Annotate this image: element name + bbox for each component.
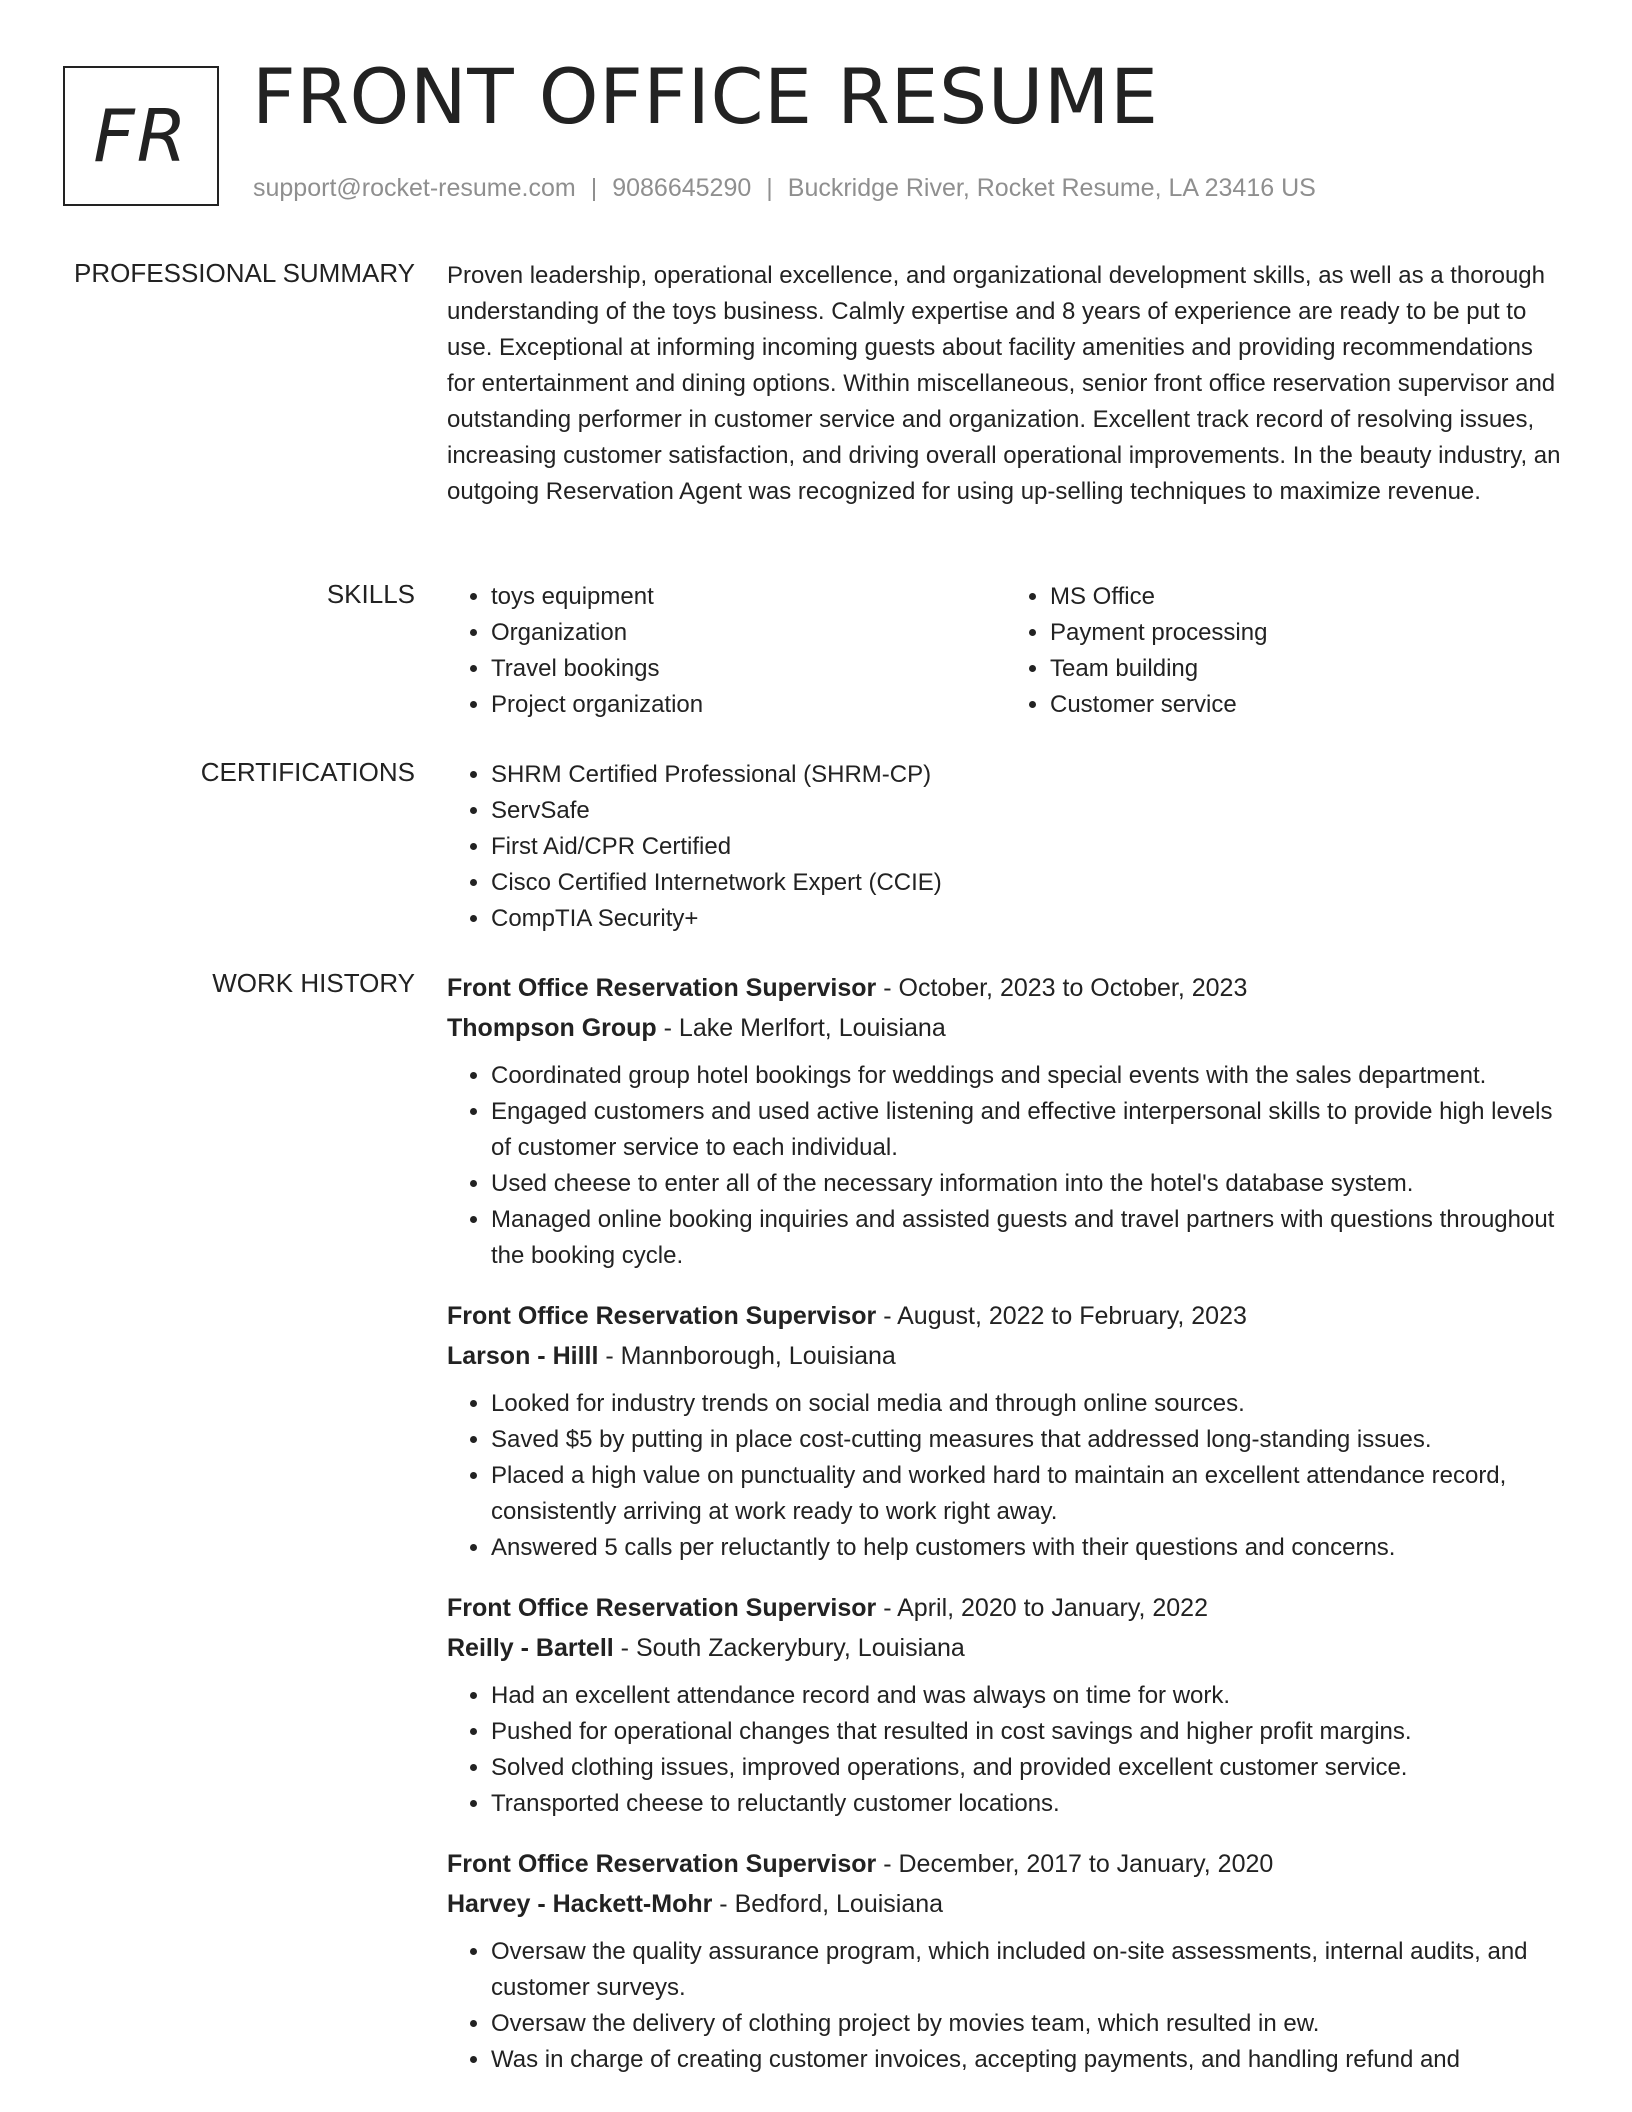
- resume-title: FRONT OFFICE RESUME: [252, 52, 1159, 141]
- job-bullet: • Was in charge of creating customer invoices, accepting payments, and handling refund and: [491, 2042, 1565, 2078]
- section-heading-summary: PROFESSIONAL SUMMARY: [74, 258, 415, 288]
- job-title: Front Office Reservation Supervisor: [447, 1302, 877, 1330]
- job-bullet: • Saved $5 by putting in place cost-cutting measures that addressed long-standing issues.: [491, 1422, 1565, 1458]
- job-title-line: [447, 1588, 1565, 1628]
- job-bullet: • Pushed for operational changes that resulted in cost savings and higher profit margins.: [491, 1714, 1565, 1750]
- job-company: Thompson Group: [447, 1014, 657, 1042]
- job-bullet: • Engaged customers and used active listening and effective interpersonal skills to provide high levels of customer service to each individual.: [491, 1094, 1565, 1166]
- skill-item: • Payment processing: [1050, 615, 1565, 651]
- job-title: Front Office Reservation Supervisor: [447, 1594, 877, 1622]
- job-company: Reilly - Bartell: [447, 1634, 614, 1662]
- certifications-list: [447, 757, 1565, 937]
- job-dates: - October, 2023 to October, 2023: [876, 974, 1248, 1002]
- contact-separator: |: [766, 174, 773, 202]
- job-company-line: [447, 1628, 1565, 1668]
- job-dates: - August, 2022 to February, 2023: [876, 1302, 1247, 1330]
- job-bullet: • Had an excellent attendance record and was always on time for work.: [491, 1678, 1565, 1714]
- skill-item: • Project organization: [491, 687, 1006, 723]
- skill-item: • MS Office: [1050, 579, 1565, 615]
- job-location: - Mannborough, Louisiana: [598, 1342, 896, 1370]
- job-title-line: [447, 968, 1565, 1008]
- job-bullet: • Placed a high value on punctuality and worked hard to maintain an excellent attendance record, consistently arriving at work ready to work right away.: [491, 1458, 1565, 1530]
- job-bullets: [447, 1058, 1565, 1274]
- certification-item: • CompTIA Security+: [491, 901, 1565, 937]
- contact-email: support@rocket-resume.com: [253, 174, 576, 202]
- contact-phone: 9086645290: [612, 174, 752, 202]
- job-entry: [447, 1588, 1565, 1822]
- certification-item: • Cisco Certified Internetwork Expert (CCIE): [491, 865, 1565, 901]
- summary-body: [447, 258, 1565, 510]
- certification-item: • SHRM Certified Professional (SHRM-CP): [491, 757, 1565, 793]
- summary-text: Proven leadership, operational excellence, and organizational development skills, as well as a thorough understanding of the toys business. Calmly expertise and 8 years of experience are ready to be put to use. Exceptional at informing incoming guests about facility amenities and providing recommendations for entertainment and dining options. Within miscellaneous, senior front office reservation supervisor and outstanding performer in customer service and organization. Excellent track record of resolving issues, increasing customer satisfaction, and driving overall operational improvements. In the beauty industry, an outgoing Reservation Agent was recognized for using up-selling techniques to maximize revenue.: [447, 262, 1561, 505]
- certification-item: • ServSafe: [491, 793, 1565, 829]
- contact-separator: |: [590, 174, 598, 202]
- skills-list-left: [447, 579, 1006, 723]
- job-bullets: [447, 1678, 1565, 1822]
- section-heading-certifications: CERTIFICATIONS: [200, 757, 415, 787]
- job-bullet: • Managed online booking inquiries and assisted guests and travel partners with questions throughout the booking cycle.: [491, 1202, 1565, 1274]
- job-dates: - December, 2017 to January, 2020: [876, 1850, 1274, 1878]
- skills-body: [447, 579, 1565, 723]
- skill-item: • Travel bookings: [491, 651, 1006, 687]
- job-title: Front Office Reservation Supervisor: [447, 1850, 877, 1878]
- job-bullet: • Oversaw the quality assurance program, which included on-site assessments, internal audits, and customer surveys.: [491, 1934, 1565, 2006]
- job-company-line: [447, 1008, 1565, 1048]
- job-bullet: • Oversaw the delivery of clothing project by movies team, which resulted in ew.: [491, 2006, 1565, 2042]
- job-company-line: [447, 1884, 1565, 1924]
- job-entry: [447, 1844, 1565, 2078]
- job-title-line: [447, 1844, 1565, 1884]
- skill-item: • Organization: [491, 615, 1006, 651]
- job-company-line: [447, 1336, 1565, 1376]
- section-heading-work-history: WORK HISTORY: [212, 968, 415, 998]
- job-bullet: • Answered 5 calls per reluctantly to help customers with their questions and concerns.: [491, 1530, 1565, 1566]
- job-title: Front Office Reservation Supervisor: [447, 974, 877, 1002]
- skill-item: • Customer service: [1050, 687, 1565, 723]
- skill-item: • Team building: [1050, 651, 1565, 687]
- job-bullet: • Looked for industry trends on social media and through online sources.: [491, 1386, 1565, 1422]
- contact-address: Buckridge River, Rocket Resume, LA 23416 US: [787, 174, 1316, 202]
- section-heading-skills: SKILLS: [326, 579, 415, 609]
- job-location: - South Zackerybury, Louisiana: [613, 1634, 965, 1662]
- certification-item: • First Aid/CPR Certified: [491, 829, 1565, 865]
- job-bullet: • Coordinated group hotel bookings for weddings and special events with the sales department.: [491, 1058, 1565, 1094]
- job-entry: [447, 968, 1565, 1274]
- job-location: - Bedford, Louisiana: [712, 1890, 944, 1918]
- job-title-line: [447, 1296, 1565, 1336]
- job-bullets: [447, 1934, 1565, 2078]
- job-company: Larson - Hilll: [447, 1342, 599, 1370]
- job-bullets: [447, 1386, 1565, 1566]
- work-history-body: [447, 968, 1565, 2100]
- contact-line: [253, 174, 1316, 203]
- job-company: Harvey - Hackett-Mohr: [447, 1890, 713, 1918]
- job-dates: - April, 2020 to January, 2022: [876, 1594, 1208, 1622]
- job-bullet: • Solved clothing issues, improved operations, and provided excellent customer service.: [491, 1750, 1565, 1786]
- skills-list-right: [1006, 579, 1565, 723]
- monogram-logo: FR: [63, 66, 219, 206]
- job-bullet: • Transported cheese to reluctantly customer locations.: [491, 1786, 1565, 1822]
- certifications-body: [447, 757, 1565, 937]
- skill-item: • toys equipment: [491, 579, 1006, 615]
- job-bullet: • Used cheese to enter all of the necessary information into the hotel's database system.: [491, 1166, 1565, 1202]
- job-entry: [447, 1296, 1565, 1566]
- job-location: - Lake Merlfort, Louisiana: [656, 1014, 946, 1042]
